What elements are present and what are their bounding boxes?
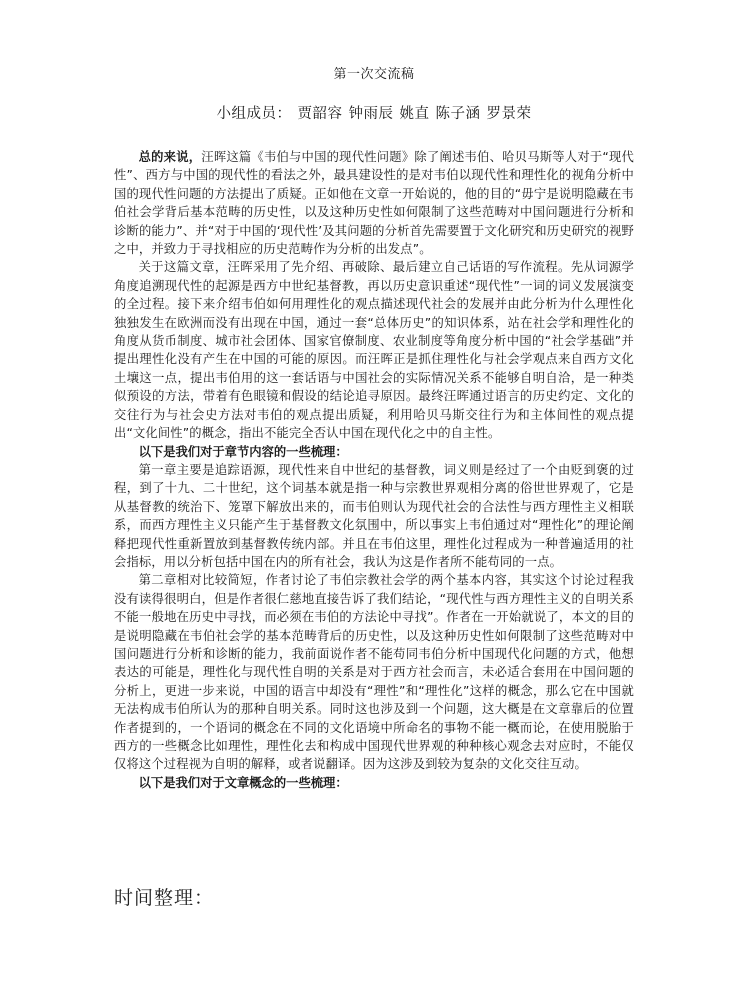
- member-name: 钟雨辰: [348, 106, 394, 122]
- intro-paragraph: [114, 148, 634, 258]
- member-name: 罗景荣: [486, 106, 532, 122]
- structure-paragraph: 关于这篇文章，汪晖采用了先介绍、再破除、最后建立自己话语的写作流程。先从词源学角度追溯现代性的起源是西方中世纪基督教，再以历史意识重述“现代性”一词的词义发展演变的全过程。接下来介绍韦伯如何用理性化的观点描述现代社会的发展并由此分析为什么理性化独独发生在欧洲而没有出现在中国，通过一套“总体历史”的知识体系，站在社会学和理性化的角度从货币制度、城市社会团体、国家官僚制度、农业制度等角度分析中国的“社会学基础”并提出理性化没有产生在中国的可能的原因。而汪晖正是抓住理性化与社会学观点来自西方文化土壤这一点，提出韦伯用的这一套话语与中国社会的实际情况关系不能够自明自洽，是一种类似预设的方法，带着有色眼镜和假设的结论追寻原因。最终汪晖通过语言的历史约定、文化的交往行为与社会史方法对韦伯的观点提出质疑，利用哈贝马斯交往行为和主体间性的观点提出“文化间性”的概念，指出不能完全否认中国在现代化之中的自主性。: [114, 260, 634, 441]
- time-heading: 时间整理：: [114, 887, 215, 909]
- chapter1-paragraph: 第一章主要是追踪语源，现代性来自中世纪的基督教，词义则是经过了一个由贬到褒的过程，到了十九、二十世纪，这个词基本就是指一种与宗教世界观相分离的俗世世界观了，它是从基督教的统治下、笼罩下解放出来的，而韦伯则认为现代社会的合法性与西方理性主义相联系，而西方理性主义只能产生于基督教文化氛围中，所以事实上韦伯通过对“理性化”的理论阐释把现代性重新置放到基督教传统内部。并且在韦伯这里，理性化过程成为一种普遍适用的社会指标，用以分析包括中国在内的所有社会，我认为这是作者所不能苟同的一点。: [114, 462, 634, 569]
- chapter-section-heading: 以下是我们对于章节内容的一些梳理：: [138, 444, 348, 459]
- member-name: 陈子涵: [435, 106, 481, 122]
- intro-lead: 总的来说，: [138, 150, 202, 164]
- concept-section-heading: 以下是我们对于文章概念的一些梳理：: [138, 775, 348, 790]
- members-names: [292, 106, 532, 122]
- member-name: 贾韶容: [297, 106, 343, 122]
- group-members: [114, 104, 634, 124]
- chapter2-paragraph: 第二章相对比较简短，作者讨论了韦伯宗教社会学的两个基本内容，其实这个讨论过程我没有读得很明白，但是作者很仁慈地直接告诉了我们结论，“现代性与西方理性主义的自明关系不能一般地在历史中寻找，而必须在韦伯的方法论中寻找”。作者在一开始就说了，本文的目的是说明隐藏在韦伯社会学的基本范畴背后的历史性，以及这种历史性如何限制了这些范畴对中国问题进行分析和诊断的能力，我前面说作者不能苟同韦伯分析中国现代化问题的方式，他想表达的可能是，理性化与现代性自明的关系是对于西方社会而言，未必适合套用在中国问题的分析上，更进一步来说，中国的语言中却没有“理性”和“理性化”这样的概念，那么它在中国就无法构成韦伯所认为的那种自明关系。同时这也涉及到一个问题，这大概是在文章靠后的位置作者提到的，一个语词的概念在不同的文化语境中所命名的事物不能一概而论，在使用脱胎于西方的一些概念比如理性，理性化去和构成中国现代世界观的种种核心观念去对应时，不能仅仅将这个过程视为自明的解释，或者说翻译。因为这涉及到较为复杂的文化交往互动。: [114, 573, 634, 772]
- intro-text: 汪晖这篇《韦伯与中国的现代性问题》除了阐述韦伯、哈贝马斯等人对于“现代性”、西方与中国的现代性的看法之外，最具建设性的是对韦伯以现代性和理性化的视角分析中国的现代性问题的方法提出了质疑。正如他在文章一开始说的，他的目的“毋宁是说明隐藏在韦伯社会学背后基本范畴的历史性，以及这种历史性如何限制了这些范畴对中国问题进行分析和诊断的能力”、并“对于中国的‘现代性’及其问题的分析首先需要置于文化研究和历史研究的视野之中，并致力于寻找相应的历史范畴作为分析的出发点”。: [114, 150, 634, 257]
- document-title: 第一次交流稿: [333, 67, 415, 82]
- members-label: 小组成员：: [216, 106, 292, 122]
- member-name: 姚直: [399, 106, 430, 122]
